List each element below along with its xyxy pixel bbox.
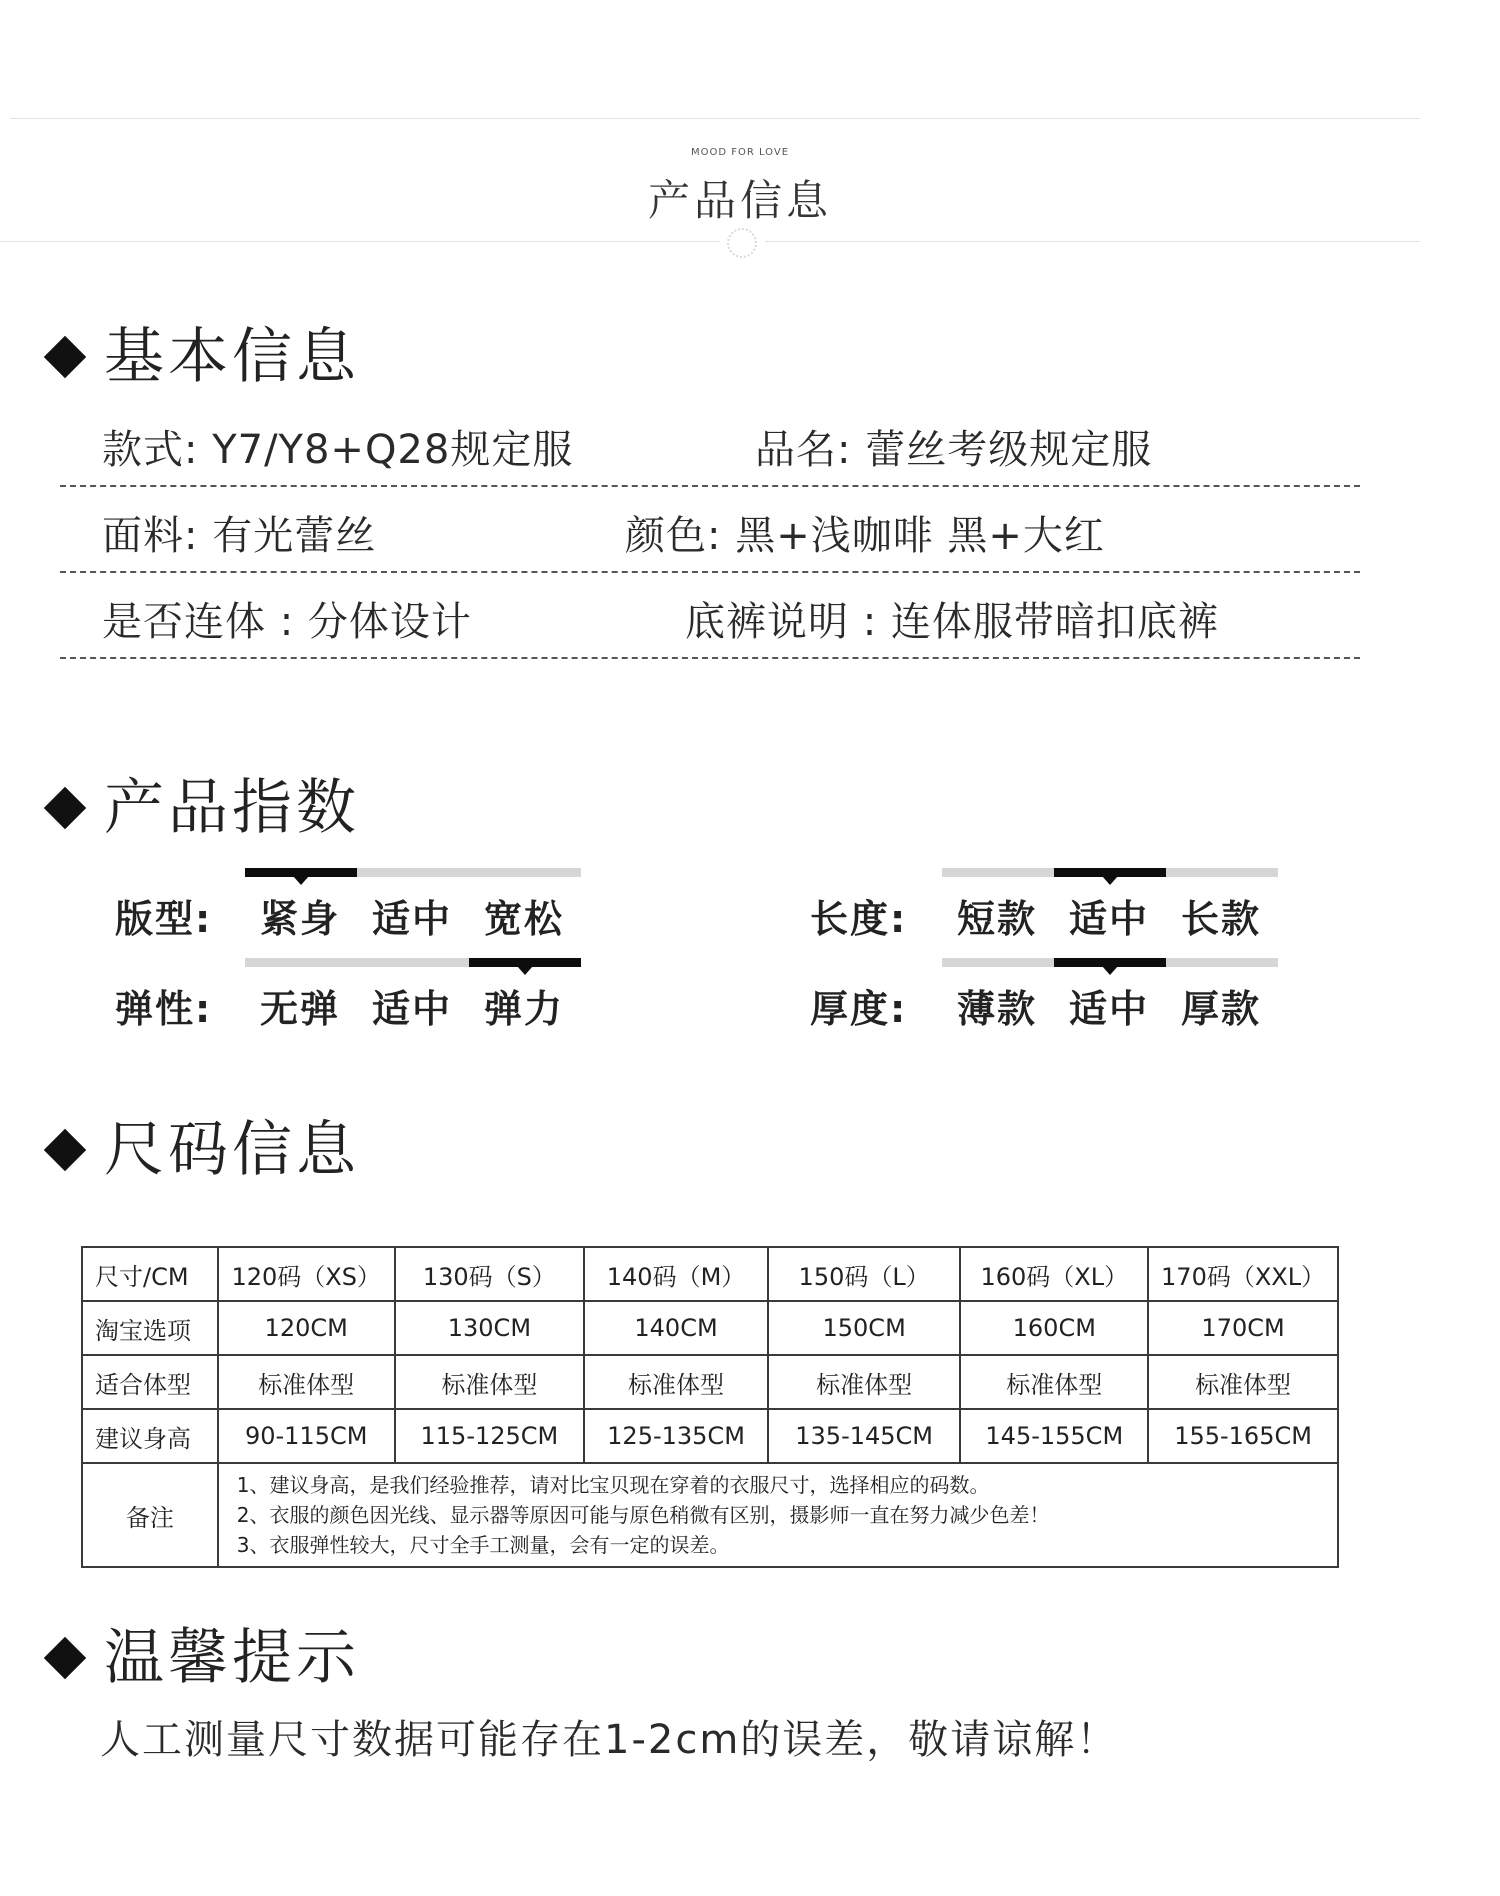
table-row: [82, 1355, 1338, 1409]
table-cell: 130CM: [395, 1301, 585, 1355]
tip-text: 人工测量尺寸数据可能存在1-2cm的误差，敬请谅解！: [100, 1717, 1119, 1763]
table-cell: 120CM: [218, 1301, 395, 1355]
diamond-bullet-icon: [44, 336, 86, 378]
length-option: 适中: [1068, 897, 1149, 941]
table-cell: 标准体型: [960, 1355, 1148, 1409]
table-cell: 145-155CM: [960, 1409, 1148, 1463]
table-cell: 标准体型: [218, 1355, 395, 1409]
diamond-bullet-icon: [44, 787, 86, 829]
note-line: 2、衣服的颜色因光线、显示器等原因可能与原色稍微有区别，摄影师一直在努力减少色差！: [236, 1503, 1050, 1527]
info-product-name: 品名: 蕾丝考级规定服: [755, 427, 1153, 473]
thickness-indicator-marker: [1054, 958, 1166, 967]
diamond-bullet-icon: [44, 1637, 86, 1679]
table-notes-row: [82, 1463, 1338, 1567]
table-cell: 90-115CM: [218, 1409, 395, 1463]
table-row-header: 备注: [82, 1463, 218, 1567]
elasticity-option: 弹力: [483, 987, 564, 1031]
table-cell: 140CM: [584, 1301, 768, 1355]
table-header-cell: 120码（XS）: [218, 1247, 395, 1301]
info-style: 款式: Y7/Y8+Q28规定服: [102, 427, 574, 473]
length-indicator-marker: [1054, 868, 1166, 877]
info-row: [60, 486, 1360, 573]
section-title: 温馨提示: [104, 1623, 360, 1693]
fit-option: 宽松: [483, 897, 564, 941]
info-row: [60, 400, 1360, 487]
table-cell: 标准体型: [584, 1355, 768, 1409]
table-header-row: [82, 1247, 1338, 1301]
table-cell: 125-135CM: [584, 1409, 768, 1463]
diamond-bullet-icon: [44, 1129, 86, 1171]
elasticity-option: 适中: [371, 987, 452, 1031]
note-line: 3、衣服弹性较大，尺寸全手工测量，会有一定的误差。: [236, 1533, 730, 1557]
table-cell: 170CM: [1148, 1301, 1338, 1355]
length-option: 短款: [956, 897, 1037, 941]
table-cell: 160CM: [960, 1301, 1148, 1355]
page-title: 产品信息: [647, 176, 832, 225]
brand-label: MOOD FOR LOVE: [690, 147, 790, 158]
table-cell: 标准体型: [1148, 1355, 1338, 1409]
table-header-cell: 尺寸/CM: [82, 1247, 218, 1301]
info-fabric: 面料: 有光蕾丝: [102, 513, 377, 559]
table-cell: 135-145CM: [768, 1409, 961, 1463]
fit-option: 适中: [371, 897, 452, 941]
table-header-cell: 170码（XXL）: [1148, 1247, 1338, 1301]
table-header-cell: 130码（S）: [395, 1247, 585, 1301]
elasticity-indicator-marker: [469, 958, 581, 967]
note-line: 1、建议身高，是我们经验推荐，请对比宝贝现在穿着的衣服尺寸，选择相应的码数。: [236, 1473, 990, 1497]
table-cell: 115-125CM: [395, 1409, 585, 1463]
header-top-divider: [10, 118, 1420, 119]
length-label: 长度:: [810, 897, 908, 941]
fit-indicator-bar: [245, 868, 581, 877]
elasticity-option: 无弹: [259, 987, 340, 1031]
section-product-index: [50, 773, 360, 843]
table-cell: 标准体型: [768, 1355, 961, 1409]
header-divider-right: [765, 241, 1420, 242]
table-row-header: 淘宝选项: [82, 1301, 218, 1355]
table-cell: 标准体型: [395, 1355, 585, 1409]
info-onepiece: 是否连体 : 分体设计: [102, 599, 472, 645]
table-row: [82, 1301, 1338, 1355]
section-title: 产品指数: [104, 773, 360, 843]
info-row: [60, 572, 1360, 659]
elasticity-indicator-bar: [245, 958, 581, 967]
thickness-option: 适中: [1068, 987, 1149, 1031]
table-row: [82, 1409, 1338, 1463]
notes-cell: [218, 1463, 1338, 1567]
fit-label: 版型:: [115, 897, 213, 941]
info-color: 颜色: 黑+浅咖啡 黑+大红: [625, 513, 1105, 559]
table-header-cell: 160码（XL）: [960, 1247, 1148, 1301]
fit-option: 紧身: [259, 897, 340, 941]
length-indicator-bar: [942, 868, 1278, 877]
thickness-option: 厚款: [1180, 987, 1261, 1031]
flower-ornament-icon: [727, 228, 757, 258]
section-title: 基本信息: [104, 322, 360, 392]
fit-indicator-marker: [245, 868, 357, 877]
table-header-cell: 140码（M）: [584, 1247, 768, 1301]
table-row-header: 建议身高: [82, 1409, 218, 1463]
thickness-label: 厚度:: [810, 987, 908, 1031]
table-header-cell: 150码（L）: [768, 1247, 961, 1301]
size-table: [81, 1246, 1339, 1568]
table-cell: 155-165CM: [1148, 1409, 1338, 1463]
info-underpants: 底裤说明 : 连体服带暗扣底裤: [685, 599, 1219, 645]
elasticity-label: 弹性:: [115, 987, 213, 1031]
thickness-indicator-bar: [942, 958, 1278, 967]
section-title: 尺码信息: [104, 1115, 360, 1185]
length-option: 长款: [1180, 897, 1261, 941]
table-cell: 150CM: [768, 1301, 961, 1355]
thickness-option: 薄款: [956, 987, 1037, 1031]
header-divider-left: [0, 241, 720, 242]
section-tips: [50, 1623, 360, 1693]
section-basic-info: [50, 322, 360, 392]
section-size-info: [50, 1115, 360, 1185]
table-row-header: 适合体型: [82, 1355, 218, 1409]
